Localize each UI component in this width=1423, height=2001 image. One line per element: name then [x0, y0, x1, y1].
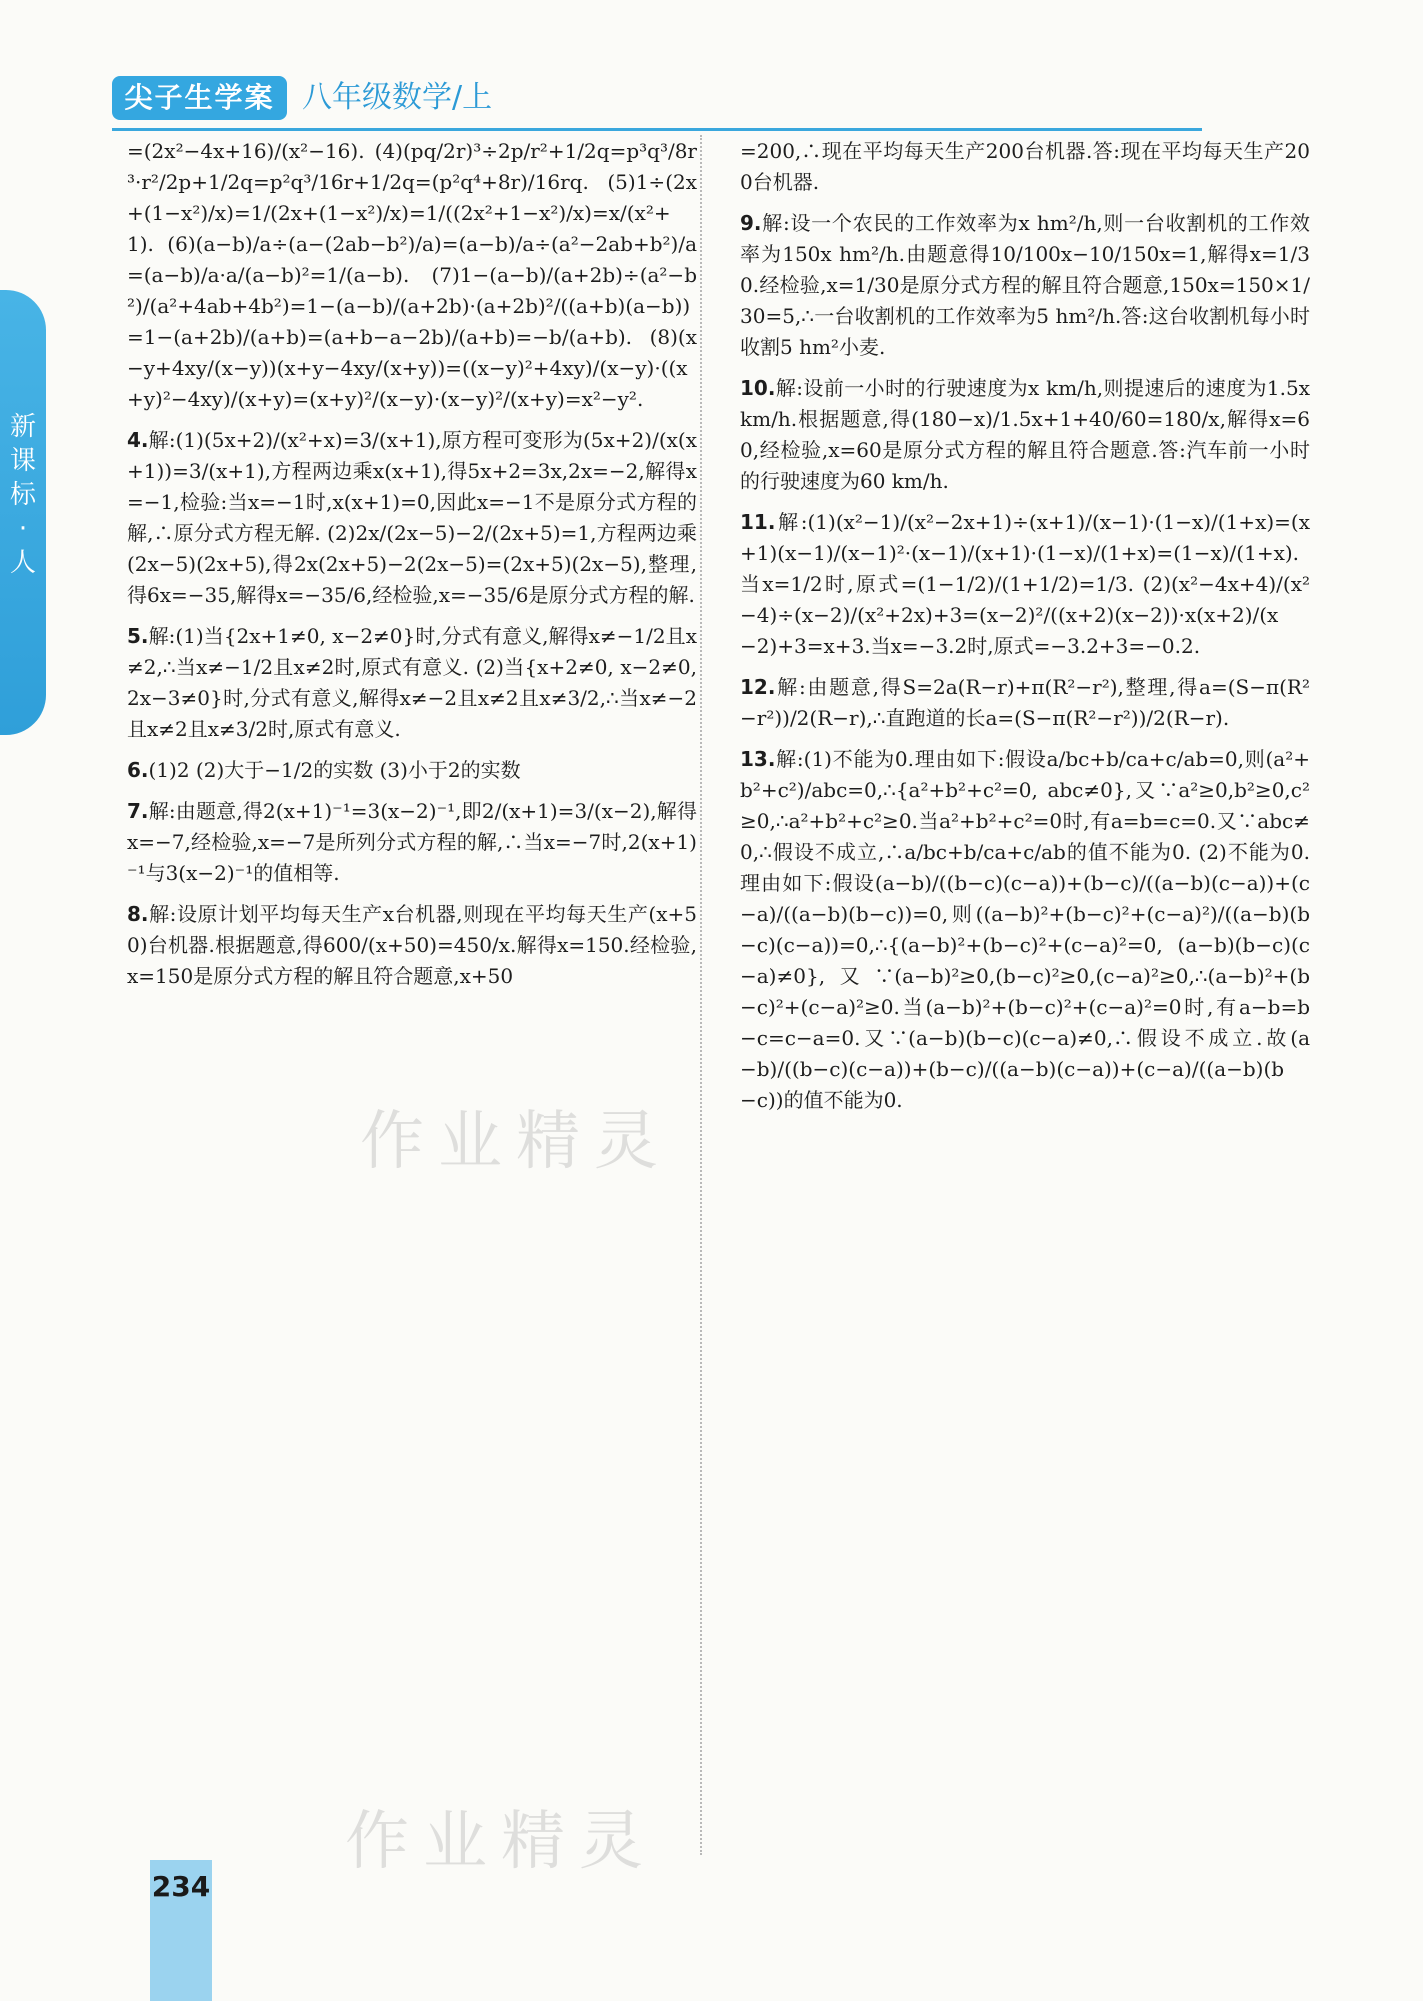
right-column	[740, 136, 1310, 1126]
answer-block: 6.(1)2 (2)大于−1/2的实数 (3)小于2的实数	[127, 758, 521, 782]
subject-title: 八年级数学/上	[302, 80, 493, 115]
header-rule	[112, 128, 1202, 131]
column-divider	[700, 135, 702, 1855]
answer-block: 12.解:由题意,得S=2a(R−r)+π(R²−r²),整理,得a=(S−π(R²−r²))/2(R−r),∴直跑道的长a=(S−π(R²−r²))/2(R−r).	[740, 675, 1310, 730]
answer-block: 5.解:(1)当{2x+1≠0, x−2≠0}时,分式有意义,解得x≠−1/2且x≠2,∴当x≠−1/2且x≠2时,原式有意义. (2)当{x+2≠0, x−2≠0, 2x−3≠0}时,分式有意义,解得x≠−2且x≠2且x≠3/2,∴当x≠−2且x≠2且x≠3/2时,原式有意义.	[127, 624, 697, 741]
answer-block: 11.解:(1)(x²−1)/(x²−2x+1)÷(x+1)/(x−1)·(1−x)/(1+x)=(x+1)(x−1)/(x−1)²·(x−1)/(x+1)·(1−x)/(1+x)=(1−x)/(1+x).当x=1/2时,原式=(1−1/2)/(1+1/2)=1/3. (2)(x²−4x+4)/(x²−4)÷(x−2)/(x²+2x)+3=(x−2)²/((x+2)(x−2))·x(x+2)/(x−2)+3=x+3.当x=−3.2时,原式=−3.2+3=−0.2.	[740, 510, 1310, 658]
answer-block: 13.解:(1)不能为0.理由如下:假设a/bc+b/ca+c/ab=0,则(a²+b²+c²)/abc=0,∴{a²+b²+c²=0, abc≠0},又∵a²≥0,b²≥0,c²≥0,∴a²+b²+c²≥0.当a²+b²+c²=0时,有a=b=c=0.又∵abc≠0,∴假设不成立,∴a/bc+b/ca+c/ab的值不能为0. (2)不能为0.理由如下:假设(a−b)/((b−c)(c−a))+(b−c)/((a−b)(c−a))+(c−a)/((a−b)(b−c))=0,则((a−b)²+(b−c)²+(c−a)²)/((a−b)(b−c)(c−a))=0,∴{(a−b)²+(b−c)²+(c−a)²=0, (a−b)(b−c)(c−a)≠0},又∵(a−b)²≥0,(b−c)²≥0,(c−a)²≥0,∴(a−b)²+(b−c)²+(c−a)²≥0.当(a−b)²+(b−c)²+(c−a)²=0时,有a−b=b−c=c−a=0.又∵(a−b)(b−c)(c−a)≠0,∴假设不成立.故(a−b)/((b−c)(c−a))+(b−c)/((a−b)(c−a))+(c−a)/((a−b)(b−c))的值不能为0.	[740, 747, 1310, 1112]
watermark: 作业精灵	[345, 1805, 657, 1879]
answer-block: 9.解:设一个农民的工作效率为x hm²/h,则一台收割机的工作效率为150x hm²/h.由题意得10/100x−10/150x=1,解得x=1/30.经检验,x=1/30是原分式方程的解且符合题意,150x=150×1/30=5,∴一台收割机的工作效率为5 hm²/h.答:这台收割机每小时收割5 hm²小麦.	[740, 211, 1310, 359]
page-number: 234	[151, 1870, 211, 1903]
answer-block: 4.解:(1)(5x+2)/(x²+x)=3/(x+1),原方程可变形为(5x+2)/(x(x+1))=3/(x+1),方程两边乘x(x+1),得5x+2=3x,2x=−2,解得x=−1,检验:当x=−1时,x(x+1)=0,因此x=−1不是原分式方程的解,∴原分式方程无解. (2)2x/(2x−5)−2/(2x+5)=1,方程两边乘(2x−5)(2x+5),得2x(2x+5)−2(2x−5)=(2x+5)(2x−5),整理,得6x=−35,解得x=−35/6,经检验,x=−35/6是原分式方程的解.	[127, 428, 697, 607]
side-tab	[0, 290, 46, 735]
answer-block: =(2x²−4x+16)/(x²−16). (4)(pq/2r)³÷2p/r²+1/2q=p³q³/8r³·r²/2p+1/2q=p²q³/16r+1/2q=(p²q⁴+8r)/16rq. (5)1÷(2x+(1−x²)/x)=1/(2x+(1−x²)/x)=1/((2x²+1−x²)/x)=x/(x²+1). (6)(a−b)/a÷(a−(2ab−b²)/a)=(a−b)/a÷(a²−2ab+b²)/a=(a−b)/a·a/(a−b)²=1/(a−b). (7)1−(a−b)/(a+2b)÷(a²−b²)/(a²+4ab+4b²)=1−(a−b)/(a+2b)·(a+2b)²/((a+b)(a−b))=1−(a+2b)/(a+b)=(a+b−a−2b)/(a+b)=−b/(a+b). (8)(x−y+4xy/(x−y))(x+y−4xy/(x+y))=((x−y)²+4xy)/(x−y)·((x+y)²−4xy)/(x+y)=(x+y)²/(x−y)·(x−y)²/(x+y)=x²−y².	[127, 139, 697, 411]
answer-block: 8.解:设原计划平均每天生产x台机器,则现在平均每天生产(x+50)台机器.根据题意,得600/(x+50)=450/x.解得x=150.经检验,x=150是原分式方程的解且符合题意,x+50	[127, 902, 697, 988]
watermark: 作业精灵	[360, 1105, 672, 1179]
answer-block: 10.解:设前一小时的行驶速度为x km/h,则提速后的速度为1.5x km/h.根据题意,得(180−x)/1.5x+1+40/60=180/x,解得x=60,经检验,x=60是原分式方程的解且符合题意.答:汽车前一小时的行驶速度为60 km/h.	[740, 376, 1310, 493]
answer-block: 7.解:由题意,得2(x+1)⁻¹=3(x−2)⁻¹,即2/(x+1)=3/(x−2),解得x=−7,经检验,x=−7是所列分式方程的解,∴当x=−7时,2(x+1)⁻¹与3(x−2)⁻¹的值相等.	[127, 799, 697, 885]
book-logo: 尖子生学案	[112, 76, 287, 120]
answer-block: =200,∴现在平均每天生产200台机器.答:现在平均每天生产200台机器.	[740, 139, 1310, 194]
left-column	[127, 136, 697, 1002]
side-tab-label: 新课标·人	[9, 412, 36, 578]
